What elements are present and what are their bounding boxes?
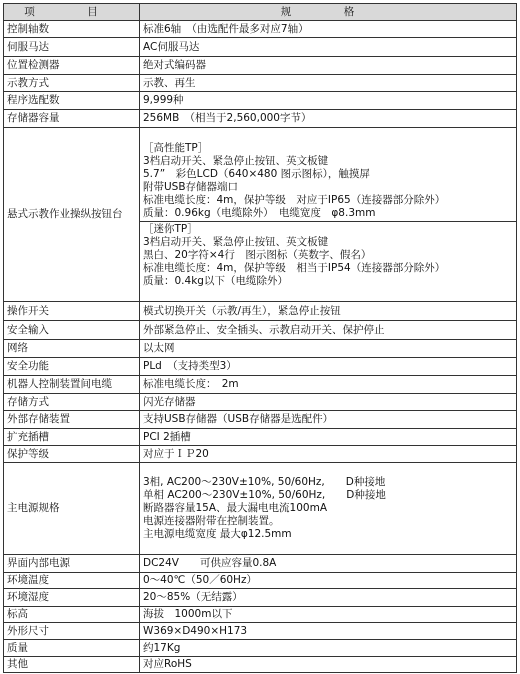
value-line: 主电源电缆宽度 最大φ12.5mm [143, 528, 292, 540]
value-line: 5.7” 彩色LCD（640×480 图示图标），触摸屏 [143, 167, 370, 180]
value-line: 电源连接器附带在控制装置。 [143, 515, 280, 527]
row-value [140, 92, 517, 110]
row-value [140, 110, 517, 128]
row-value [140, 463, 517, 555]
row-label: 环境湿度 [4, 589, 140, 607]
value-line: 标准6轴 （由选配件最多对应7轴） [143, 22, 309, 35]
value-line: 绝对式编码器 [143, 59, 206, 71]
table-row [4, 463, 517, 555]
value-line: W369×D490×H173 [143, 624, 248, 637]
value-line: PLd （支持类型3） [143, 360, 237, 372]
value-line: DC24V 可供应容量0.8A [143, 557, 277, 569]
row-label: 存储方式 [4, 394, 140, 411]
row-label: 其他 [4, 657, 140, 673]
value-line: 支持USB存储器（USB存储器是选配件） [143, 413, 334, 425]
row-label: 标高 [4, 607, 140, 623]
table-row [4, 358, 517, 376]
row-label: 网络 [4, 340, 140, 358]
table-row [4, 446, 517, 463]
row-label: 环境温度 [4, 573, 140, 589]
value-line: 质量：0.4kg以下（电缆除外） [143, 274, 288, 287]
row-value [140, 589, 517, 607]
value-line: 示教、再生 [143, 76, 196, 89]
row-value [140, 21, 517, 38]
value-line: 外部紧急停止、安全插头、示教启动开关、保护停止 [143, 323, 385, 336]
row-value [140, 57, 517, 75]
table-row [4, 411, 517, 429]
row-value [140, 573, 517, 589]
value-line: 对应于ＩＰ20 [143, 447, 209, 460]
row-value [140, 623, 517, 640]
row-label: 主电源规格 [4, 463, 140, 555]
value-line: 断路器容量15A、最大漏电电流100mA [143, 502, 327, 514]
header-item: 项 目 [4, 4, 140, 21]
value-line: 约17Kg [143, 641, 181, 654]
value-line: 以太网 [143, 342, 175, 354]
row-value [140, 358, 517, 376]
row-label: 悬式示教作业操纵按钮台 [4, 128, 140, 302]
row-label: 安全输入 [4, 321, 140, 340]
row-value [140, 75, 517, 92]
row-label: 安全功能 [4, 358, 140, 376]
table-row [4, 376, 517, 394]
value-line [143, 463, 513, 476]
row-label: 示教方式 [4, 75, 140, 92]
table-row [4, 21, 517, 38]
table-row [4, 128, 517, 302]
row-value [140, 128, 517, 302]
value-line: 模式切换开关（示教/再生），紧急停止按钮 [143, 304, 341, 317]
value-line: ［迷你TP］ [143, 222, 198, 235]
value-line: 0～40℃（50／60Hz） [143, 574, 257, 586]
header-spec: 规 格 [140, 4, 517, 21]
value-line: ［高性能TP］ [143, 141, 209, 154]
table-row [4, 394, 517, 411]
value-line: 标准电缆长度：4m，保护等级 相当于IP54（连接器部分除外） [143, 261, 446, 274]
row-value [140, 657, 517, 673]
spec-table [3, 3, 517, 673]
table-row [4, 589, 517, 607]
row-value [140, 640, 517, 657]
row-label: 外部存储装置 [4, 411, 140, 429]
table-row [4, 57, 517, 75]
row-value [140, 302, 517, 321]
row-value [140, 446, 517, 463]
row-value [140, 340, 517, 358]
table-row [4, 321, 517, 340]
teach-pendant-block [140, 221, 516, 289]
row-label: 操作开关 [4, 302, 140, 321]
table-row [4, 302, 517, 321]
value-line: 9,999种 [143, 94, 184, 106]
table-row [4, 38, 517, 57]
row-value [140, 376, 517, 394]
table-row [4, 623, 517, 640]
row-value [140, 607, 517, 623]
value-line: 256MB （相当于2,560,000字节） [143, 112, 312, 124]
row-label: 存储器容量 [4, 110, 140, 128]
table-row [4, 555, 517, 573]
header-row [4, 4, 517, 21]
value-line: 标准电缆长度： 2m [143, 378, 239, 390]
value-line: 黑白、20字符×4行 图示图标（英数字、假名） [143, 248, 372, 261]
value-line: 对应RoHS [143, 658, 192, 670]
value-line: 标准电缆长度：4m，保护等级 对应于IP65（连接器部分除外） [143, 193, 446, 206]
table-row [4, 75, 517, 92]
table-row [4, 657, 517, 673]
row-value [140, 321, 517, 340]
row-label: 外形尺寸 [4, 623, 140, 640]
value-line: 附带USB存储器端口 [143, 180, 239, 193]
value-line: 闪光存储器 [143, 395, 196, 408]
row-label: 扩充插槽 [4, 429, 140, 446]
row-value [140, 555, 517, 573]
row-value [140, 411, 517, 429]
table-row [4, 92, 517, 110]
value-line: 3相, AC200～230V±10%, 50/60Hz, D种接地 [143, 476, 386, 488]
row-label: 伺服马达 [4, 38, 140, 57]
row-label: 程序选配数 [4, 92, 140, 110]
value-line: 单相 AC200～230V±10%, 50/60Hz, D种接地 [143, 489, 386, 501]
table-row [4, 607, 517, 623]
row-label: 保护等级 [4, 446, 140, 463]
row-value [140, 429, 517, 446]
row-label: 机器人控制装置间电缆 [4, 376, 140, 394]
spec-body [4, 21, 517, 673]
teach-pendant-block [140, 141, 516, 221]
value-line: 海拔 1000m以下 [143, 608, 233, 620]
row-value [140, 38, 517, 57]
row-label: 位置检测器 [4, 57, 140, 75]
value-line: 3档启动开关、紧急停止按钮、英文板键 [143, 235, 329, 248]
table-row [4, 110, 517, 128]
row-label: 控制轴数 [4, 21, 140, 38]
value-line: 20～85%（无结露） [143, 591, 243, 603]
row-label: 质量 [4, 640, 140, 657]
row-label: 界面内部电源 [4, 555, 140, 573]
table-row [4, 640, 517, 657]
value-line: 质量：0.96kg（电缆除外） 电缆宽度 φ8.3mm [143, 206, 376, 219]
value-line: 3档启动开关、紧急停止按钮、英文板键 [143, 154, 329, 167]
row-value [140, 394, 517, 411]
table-row [4, 573, 517, 589]
value-line: PCI 2插槽 [143, 430, 191, 443]
value-line [143, 541, 513, 554]
table-row [4, 340, 517, 358]
value-line: AC伺服马达 [143, 40, 200, 53]
table-row [4, 429, 517, 446]
